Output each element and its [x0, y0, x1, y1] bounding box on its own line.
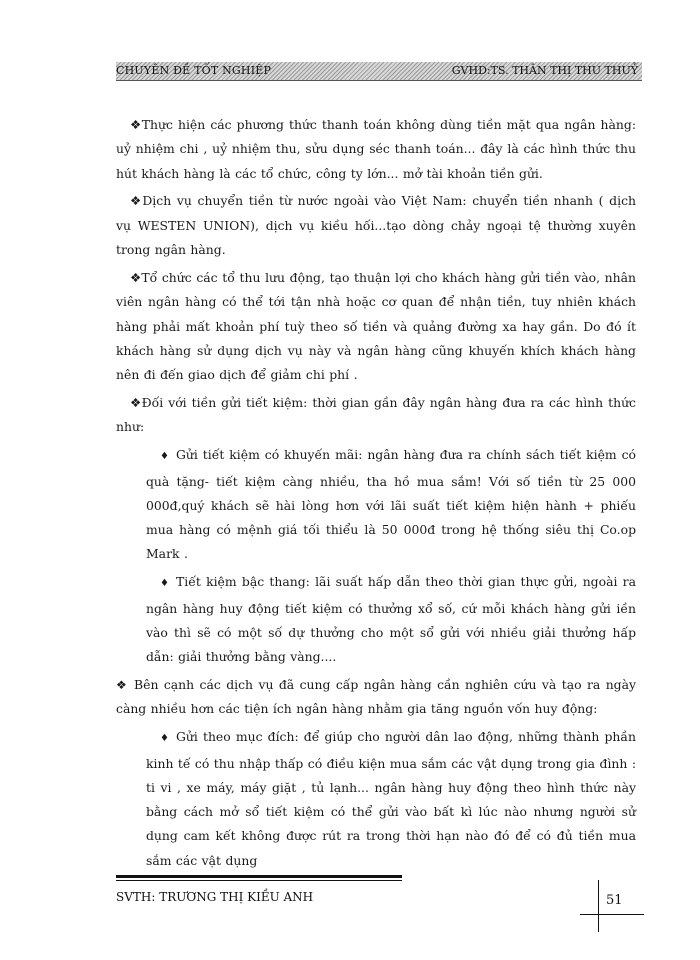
paragraph-text: Gửi theo mục đích: để giúp cho người dân lao động, những thành phần kinh tế có thu nhập thấp có điều kiện mua sắm các vật dụng trong gia đình : ti vi , xe máy, máy giặt , tủ lạnh... ngân hàng huy động theo hình thức này bằng cách mở sổ tiết kiệm có thể gửi vào bất kì lúc nào nhưng người sử dụng cam kết không được rút ra trong thời hạn nào đó để có đủ tiền mua sắm các vật dụng	[146, 729, 636, 868]
paragraph-purpose-savings	[116, 725, 636, 873]
paragraph-text: Tiết kiệm bậc thang: lãi suất hấp dẫn theo thời gian thực gửi, ngoài ra ngân hàng huy động tiết kiệm có thưởng xổ số, cứ mỗi khách hàng gửi iền vào thì sẽ có một số dự thưởng cho một sổ gửi với nhiều giải thưởng hấp dẫn: giải thưởng bằng vàng....	[146, 574, 636, 665]
paragraph-money-transfer	[116, 189, 636, 262]
page-number-vertical-line	[598, 880, 599, 932]
document-body	[116, 113, 636, 877]
footer-thick-rule	[116, 875, 402, 878]
page-number-horizontal-line	[580, 914, 644, 915]
paragraph-savings-deposits	[116, 391, 636, 440]
four-diamond-star-icon: ❖	[130, 395, 142, 411]
paragraph-text: Dịch vụ chuyển tiền từ nước ngoài vào Việt Nam: chuyển tiền nhanh ( dịch vụ WESTEN UNION), dịch vụ kiều hối...tạo dòng chảy ngoại tệ thường xuyên trong ngân hàng.	[116, 193, 636, 258]
four-diamond-star-icon: ❖	[130, 193, 143, 209]
paragraph-text: Thực hiện các phương thức thanh toán không dùng tiền mặt qua ngân hàng: uỷ nhiệm chi , uỷ nhiệm thu, sửu dụng séc thanh toán... đây là các hình thức thu hút khách hàng là các tổ chức, công ty lớn... mở tài khoản tiền gửi.	[116, 117, 636, 181]
paragraph-text: Gửi tiết kiệm có khuyến mãi: ngân hàng đưa ra chính sách tiết kiệm có quà tặng- tiết kiệm càng nhiều, tha hồ mua sắm! Với số tiền từ 25 000 000đ,quý khách sẽ hài lòng hơn với lãi suất tiết kiệm hiện hành + phiếu mua hàng có mệnh giá tối thiểu là 50 000đ trong hệ thống siêu thị Co.op Mark .	[146, 447, 636, 562]
paragraph-new-services	[116, 673, 636, 722]
diamond-bullet-icon: ♦	[160, 578, 169, 590]
footer-author: SVTH: TRƯƠNG THỊ KIỀU ANH	[116, 890, 314, 904]
paragraph-payment-methods	[116, 113, 636, 186]
header-title-right: GVHD:TS. THÂN THỊ THU THUỶ	[451, 64, 638, 77]
paragraph-text: Đối với tiền gửi tiết kiệm: thời gian gần đây ngân hàng đưa ra các hình thức như:	[116, 395, 636, 435]
paragraph-text: Tổ chức các tổ thu lưu động, tạo thuận lợi cho khách hàng gửi tiền vào, nhân viên ngân hàng có thể tới tận nhà hoặc cơ quan để nhận tiền, tuy nhiên khách hàng phải mất khoản phí tuỳ theo số tiền và quảng đường xa hay gần. Do đó ít khách hàng sử dụng dịch vụ này và ngân hàng cũng khuyến khích khách hàng nên đi đến giao dịch để giảm chi phí .	[116, 269, 637, 383]
paragraph-tiered-savings	[116, 570, 636, 669]
paragraph-text: Bên cạnh các dịch vụ đã cung cấp ngân hàng cần nghiên cứu và tạo ra ngày càng nhiều hơn các tiện ích ngân hàng nhằm gia tăng nguồn vốn huy động:	[116, 677, 636, 717]
diamond-bullet-icon: ♦	[160, 733, 169, 745]
diamond-bullet-icon: ♦	[160, 451, 169, 463]
four-diamond-star-icon: ❖	[130, 117, 142, 132]
paragraph-mobile-collection	[116, 266, 636, 387]
four-diamond-star-icon: ❖	[130, 269, 142, 285]
header-title-left: CHUYÊN ĐỀ TỐT NGHIỆP	[116, 64, 272, 77]
four-diamond-star-icon: ❖	[116, 678, 127, 693]
page-header	[116, 62, 642, 81]
paragraph-promo-savings	[116, 443, 636, 566]
page-number: 51	[606, 893, 623, 908]
footer-thin-rule	[116, 880, 402, 881]
